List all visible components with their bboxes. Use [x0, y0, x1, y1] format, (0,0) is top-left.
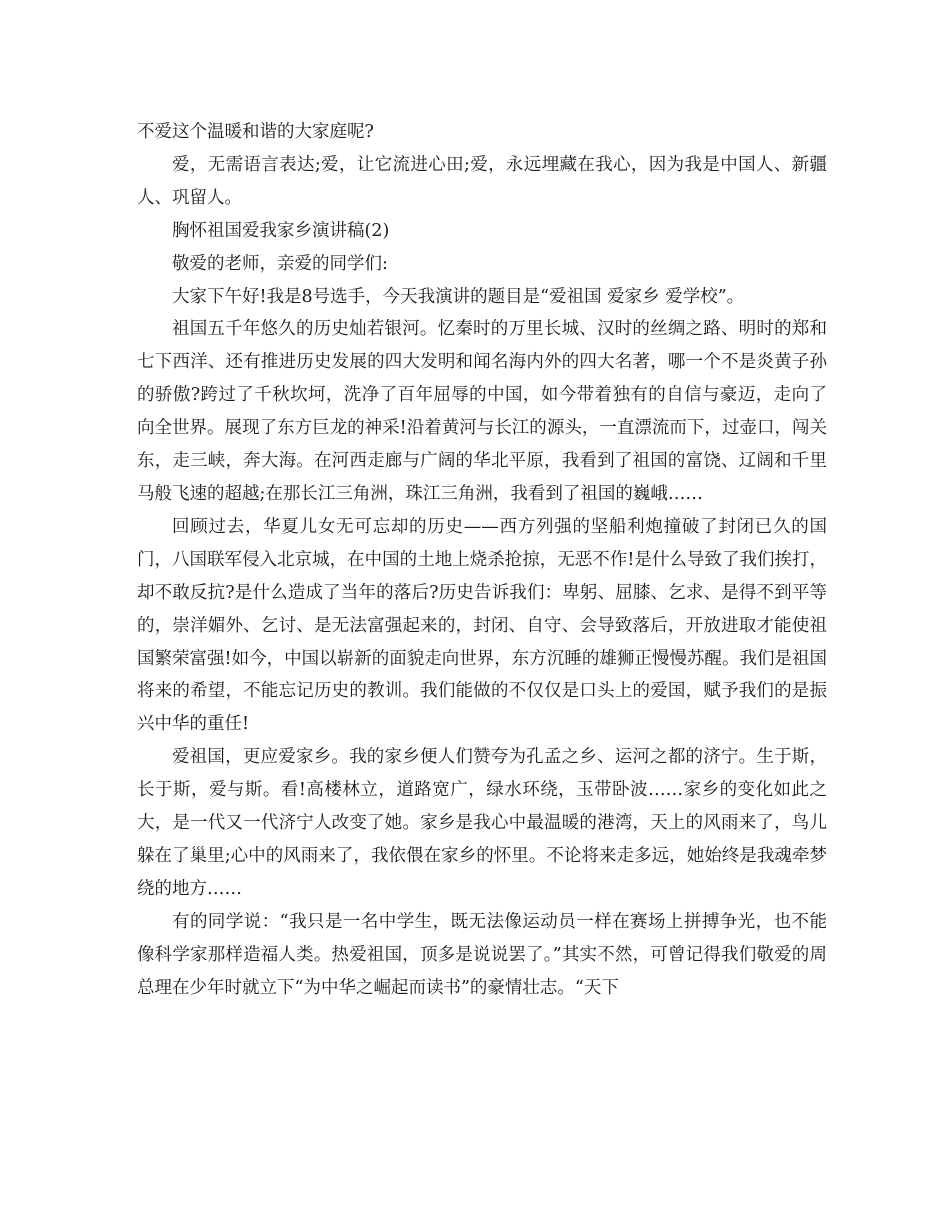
- paragraph-students: 有的同学说：“我只是一名中学生，既无法像运动员一样在赛场上拼搏争光，也不能像科学家那样造福人类。热爱祖国，顶多是说说罢了。”其实不然，可曾记得我们敬爱的周总理在少年时就立下“为中华之崛起而读书”的豪情壮志。“天下: [137, 911, 827, 998]
- paragraph-continuation: 不爱这个温暖和谐的大家庭呢?: [137, 122, 374, 142]
- paragraph-hometown: 爱祖国，更应爱家乡。我的家乡便人们赞夸为孔孟之乡、运河之都的济宁。生于斯，长于斯，爱与斯。看!高楼林立，道路宽广，绿水环绕，玉带卧波……家乡的变化如此之大，是一代又一代济宁人改变了她。家乡是我心中最温暖的港湾，天上的风雨来了，鸟儿躲在了巢里;心中的风雨来了，我依偎在家乡的怀里。不论将来走多远，她始终是我魂牵梦绕的地方……: [137, 747, 827, 899]
- paragraph-history: 祖国五千年悠久的历史灿若银河。忆秦时的万里长城、汉时的丝绸之路、明时的郑和七下西洋、还有推进历史发展的四大发明和闻名海内外的四大名著，哪一个不是炎黄子孙的骄傲?跨过了千秋坎坷，洗净了百年屈辱的中国，如今带着独有的自信与豪迈，走向了向全世界。展现了东方巨龙的神采!沿着黄河与长江的源头，一直漂流而下，过壶口，闯关东，走三峡，奔大海。在河西走廊与广阔的华北平原，我看到了祖国的富饶、辽阔和千里马般飞速的超越;在那长江三角洲，珠江三角洲，我看到了祖国的巍峨……: [137, 319, 827, 504]
- paragraph-love-expression: 爱，无需语言表达;爱，让它流进心田;爱，永远埋藏在我心，因为我是中国人、新疆人、巩留人。: [137, 154, 827, 208]
- paragraph-review-past: 回顾过去，华夏儿女无可忘却的历史——西方列强的坚船利炮撞破了封闭已久的国门，八国联军侵入北京城，在中国的土地上烧杀抢掠，无恶不作!是什么导致了我们挨打，却不敢反抗?是什么造成了当年的落后?历史告诉我们：卑躬、屈膝、乞求、是得不到平等的，崇洋媚外、乞讨、是无法富强起来的，封闭、自守、会导致落后，开放进取才能使祖国繁荣富强!如今，中国以崭新的面貌走向世界，东方沉睡的雄狮正慢慢苏醒。我们是祖国将来的希望，不能忘记历史的教训。我们能做的不仅仅是口头上的爱国，赋予我们的是振兴中华的重任!: [137, 516, 827, 735]
- body-text: [137, 116, 827, 1004]
- greeting-paragraph: 大家下午好!我是8号选手，今天我演讲的题目是“爱祖国 爱家乡 爱学校”。: [172, 286, 745, 307]
- salutation: 敬爱的老师，亲爱的同学们:: [172, 253, 388, 274]
- speech-title: 胸怀祖国爱我家乡演讲稿(2): [172, 220, 390, 241]
